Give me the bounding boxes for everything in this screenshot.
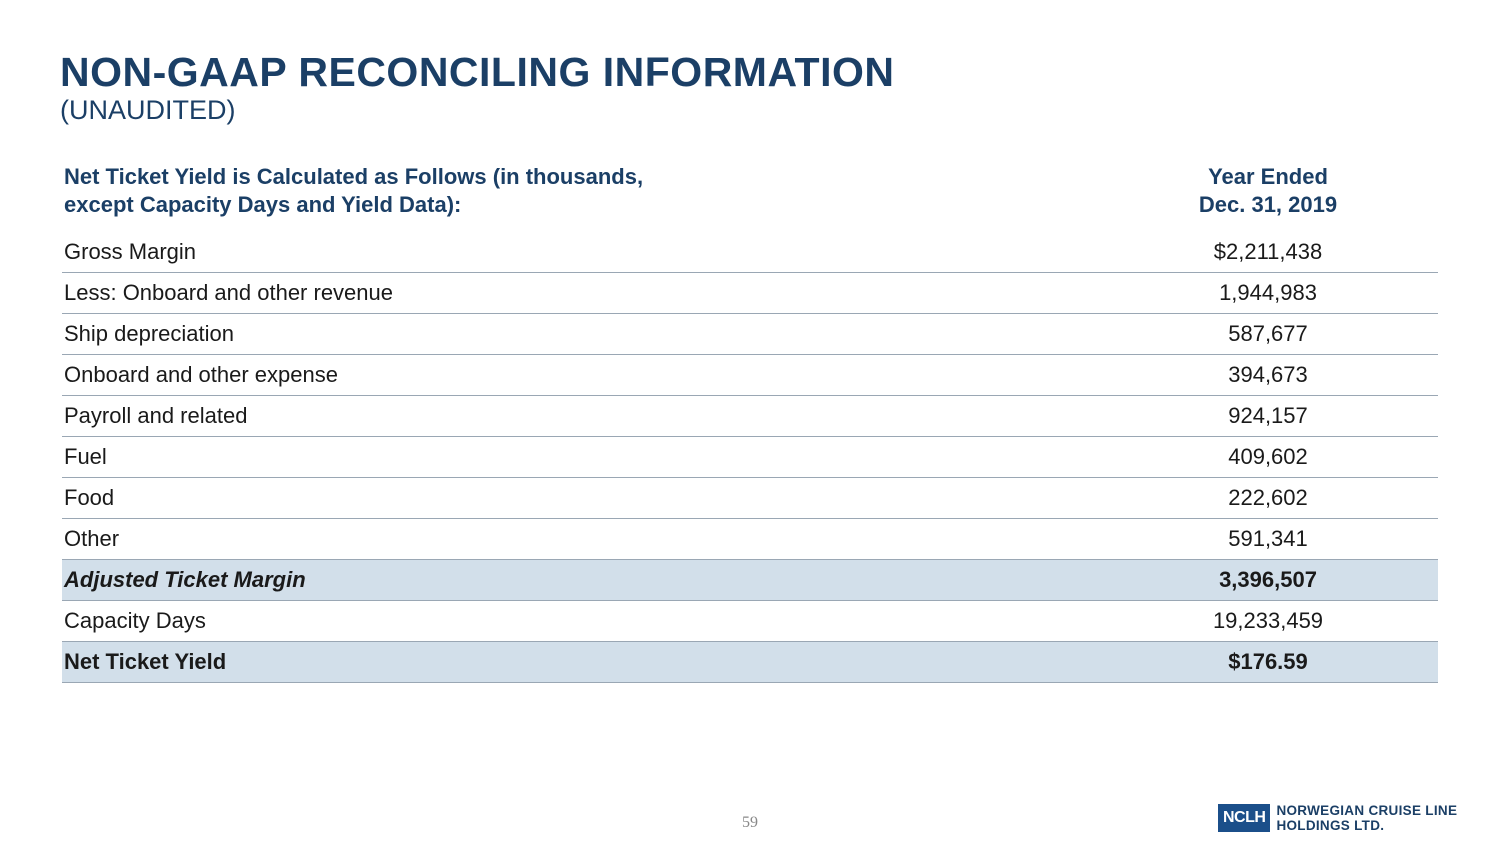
page-subtitle: (UNAUDITED) [60,95,236,125]
row-value: $2,211,438 [1213,239,1323,264]
table-row [62,396,1438,437]
logo-line1: NORWEGIAN CRUISE LINE [1276,803,1458,818]
table-row [62,601,1438,642]
table-row [62,232,1438,273]
column-heading-line2: Dec. 31, 2019 [1198,192,1338,217]
row-label: Less: Onboard and other revenue [64,280,394,305]
row-value: 3,396,507 [1219,567,1317,592]
table-heading [62,162,643,219]
row-label: Gross Margin [64,239,197,264]
row-value: 924,157 [1228,403,1308,428]
column-heading-line1: Year Ended [1208,164,1328,189]
table-row [62,314,1438,355]
row-label: Onboard and other expense [64,362,338,387]
row-value: 394,673 [1228,362,1308,387]
row-label: Ship depreciation [64,321,235,346]
table-row [62,437,1438,478]
logo-text [1276,803,1457,833]
page-number: 59 [742,814,758,831]
row-label: Payroll and related [64,403,248,428]
table-heading-line1: Net Ticket Yield is Calculated as Follows (in thousands, [64,164,644,189]
row-value: 587,677 [1228,321,1308,346]
table-row [62,478,1438,519]
logo-mark: NCLH [1218,804,1270,832]
row-label: Food [64,485,115,510]
row-label: Fuel [64,444,107,469]
row-label: Adjusted Ticket Margin [64,567,306,592]
reconciliation-table [62,162,1438,683]
table-row [62,519,1438,560]
table-header [62,162,1438,232]
table-row [62,273,1438,314]
row-value: 409,602 [1228,444,1308,469]
row-value: 19,233,459 [1212,608,1324,633]
row-label: Net Ticket Yield [64,649,227,674]
row-value: 222,602 [1228,485,1308,510]
row-value: 591,341 [1228,526,1308,551]
row-value: $176.59 [1228,649,1308,674]
table-row [62,355,1438,396]
page-title: NON-GAAP RECONCILING INFORMATION [60,49,895,95]
row-label: Capacity Days [64,608,206,633]
net-ticket-yield-row [62,642,1438,683]
company-logo [1218,803,1457,833]
row-label: Other [64,526,120,551]
logo-line2: HOLDINGS LTD. [1276,818,1385,833]
row-value: 1,944,983 [1219,280,1317,305]
adjusted-ticket-margin-row [62,560,1438,601]
column-heading [1098,162,1438,219]
table-heading-line2: except Capacity Days and Yield Data): [64,192,462,217]
